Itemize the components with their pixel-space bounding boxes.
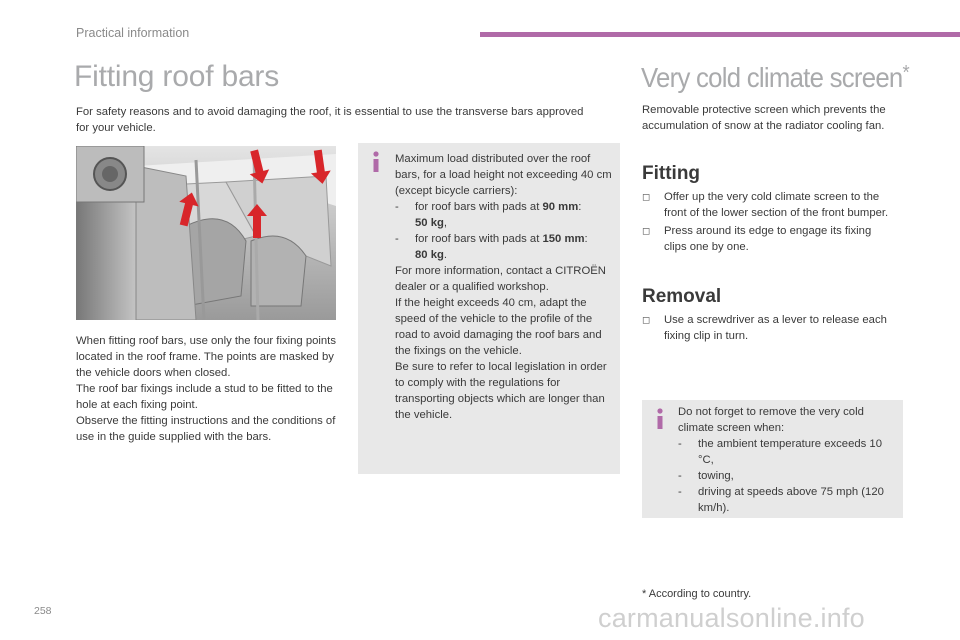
item-text: driving at speeds above 75 mph (120 km/h). xyxy=(698,486,884,514)
body-paragraph: When fitting roof bars, use only the four fixing points located in the roof frame. The points are masked by the vehicle doors when closed. xyxy=(76,335,336,379)
fitting-heading: Fitting xyxy=(642,163,701,184)
dash: - xyxy=(678,486,682,498)
list-item xyxy=(678,436,898,468)
reminder-content xyxy=(678,404,898,516)
load-info-paragraph: Be sure to refer to local legislation in order to comply with the regulations for transporting objects which are longer than the vehicle. xyxy=(395,361,607,421)
reminder-intro: Do not forget to remove the very cold climate screen when: xyxy=(678,406,864,434)
car-interior-illustration xyxy=(76,146,336,320)
checkbox-bullet-icon: ◻ xyxy=(642,192,651,203)
checkbox-bullet-icon: ◻ xyxy=(642,226,651,237)
roof-bars-intro: For safety reasons and to avoid damaging the roof, it is essential to use the transverse bars approved for your vehicle. xyxy=(76,106,584,134)
load-info-paragraph: If the height exceeds 40 cm, adapt the speed of the vehicle to the profile of the road to avoid damaging the roof bars and the fixings on the vehicle. xyxy=(395,297,602,357)
header-accent-bar xyxy=(480,32,960,37)
roof-bars-body xyxy=(76,333,342,445)
dash: - xyxy=(395,233,399,245)
item-end: , xyxy=(443,217,448,229)
watermark: carmanualsonline.info xyxy=(598,603,865,633)
load-info-intro: Maximum load distributed over the roof bars, for a load height not exceeding 40 cm (except bicycle carriers): xyxy=(395,153,612,197)
list-item xyxy=(642,189,892,221)
reminder-info-box xyxy=(642,400,903,518)
removal-steps xyxy=(642,312,892,346)
list-item xyxy=(395,199,613,231)
list-item xyxy=(642,223,892,255)
fitting-steps xyxy=(642,189,892,257)
item-end: . xyxy=(443,249,448,261)
item-colon: : xyxy=(578,201,582,213)
load-info-box xyxy=(358,143,620,474)
max-load: 50 kg xyxy=(415,217,444,229)
item-text: the ambient temperature exceeds 10 °C, xyxy=(698,438,882,466)
dash: - xyxy=(395,201,399,213)
item-text: for roof bars with pads at xyxy=(415,233,543,245)
info-icon xyxy=(370,151,382,173)
list-item xyxy=(395,231,613,263)
step-text: Use a screwdriver as a lever to release each fixing clip in turn. xyxy=(664,314,887,342)
max-load: 80 kg xyxy=(415,249,444,261)
list-item xyxy=(678,468,898,484)
page-title-cold-screen xyxy=(641,62,909,94)
removal-heading: Removal xyxy=(642,286,722,307)
section-label: Practical information xyxy=(76,26,190,40)
list-item-text xyxy=(407,231,613,263)
body-paragraph: Observe the fitting instructions and the conditions of use in the guide supplied with the bars. xyxy=(76,415,336,443)
item-text: towing, xyxy=(698,470,734,482)
footnote-mark: * xyxy=(902,62,909,84)
footnote: * According to country. xyxy=(642,588,752,600)
page-title-roof-bars: Fitting roof bars xyxy=(74,60,280,93)
step-text: Press around its edge to engage its fixing clips one by one. xyxy=(664,225,872,253)
checkbox-bullet-icon: ◻ xyxy=(642,315,651,326)
load-info-content xyxy=(395,151,613,423)
page-number: 258 xyxy=(34,605,52,617)
step-text: Offer up the very cold climate screen to the front of the lower section of the front bumper. xyxy=(664,191,889,219)
dash: - xyxy=(678,438,682,450)
list-item xyxy=(642,312,892,344)
pad-size: 150 mm xyxy=(542,233,585,245)
info-icon xyxy=(654,408,666,430)
dash: - xyxy=(678,470,682,482)
list-item xyxy=(678,484,898,516)
title-text: Very cold climate screen xyxy=(641,62,903,93)
roof-bars-illustration xyxy=(76,146,336,320)
load-info-paragraph: For more information, contact a CITROËN dealer or a qualified workshop. xyxy=(395,265,606,293)
pad-size: 90 mm xyxy=(542,201,579,213)
item-text: for roof bars with pads at xyxy=(415,201,543,213)
list-item-text xyxy=(407,199,613,231)
item-colon: : xyxy=(584,233,588,245)
cold-screen-intro: Removable protective screen which prevents the accumulation of snow at the radiator cooling fan. xyxy=(642,104,886,132)
body-paragraph: The roof bar fixings include a stud to be fitted to the hole at each fixing point. xyxy=(76,383,333,411)
